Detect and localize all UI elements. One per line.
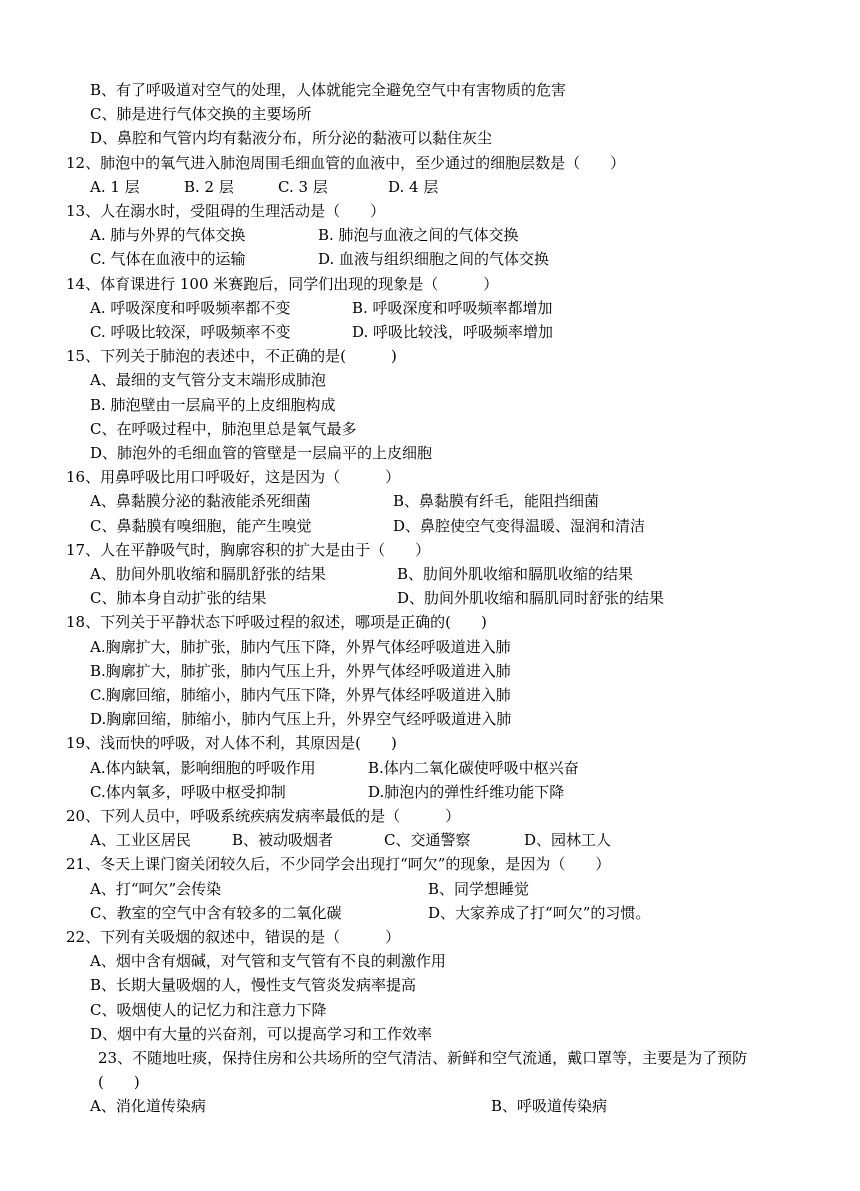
question-stem: 20、下列人员中，呼吸系统疾病发病率最低的是（ ）	[66, 807, 461, 825]
option-text: B.体内二氧化碳使呼吸中枢兴奋	[368, 758, 579, 777]
option-text: A、肋间外肌收缩和膈肌舒张的结果	[90, 565, 326, 583]
text-line: A.胸廓扩大，肺扩张，肺内气压下降，外界气体经呼吸道进入肺	[90, 637, 511, 656]
option-text: D.肺泡内的弹性纤维功能下降	[368, 782, 565, 801]
question-stem: 18、下列关于平静状态下呼吸过程的叙述，哪项是正确的( )	[66, 613, 487, 632]
text-line: A、烟中含有烟碱，对气管和支气管有不良的刺激作用	[90, 952, 446, 971]
question-stem: 22、下列有关吸烟的叙述中，错误的是（ ）	[66, 928, 401, 946]
option-text: B、鼻黏膜有纤毛，能阻挡细菌	[393, 492, 600, 511]
text-line: C、吸烟使人的记忆力和注意力下降	[90, 1000, 327, 1019]
option-text: A、鼻黏膜分泌的黏液能杀死细菌	[90, 492, 311, 511]
text-line: C.胸廓回缩，肺缩小，肺内气压下降，外界气体经呼吸道进入肺	[90, 686, 511, 704]
text-line: A、最细的支气管分支末端形成肺泡	[90, 371, 326, 390]
option-text: B、同学想睡觉	[428, 879, 530, 898]
text-line: C、在呼吸过程中，肺泡里总是氧气最多	[90, 419, 357, 438]
option-text: D、肋间外肌收缩和膈肌同时舒张的结果	[397, 589, 665, 608]
option-text: C. 气体在血液中的运输	[90, 250, 246, 269]
text-line: B. 肺泡壁由一层扁平的上皮细胞构成	[90, 395, 336, 414]
option-text: B. 2 层	[184, 177, 234, 196]
option-text: C、肺本身自动扩张的结果	[90, 589, 267, 608]
question-stem: 21、冬天上课门窗关闭较久后，不少同学会出现打“呵欠”的现象，是因为（ ）	[66, 855, 611, 874]
option-text: C、教室的空气中含有较多的二氧化碳	[90, 903, 342, 922]
option-text: A、打“呵欠”会传染	[90, 879, 222, 898]
option-text: C、鼻黏膜有嗅细胞，能产生嗅觉	[90, 516, 312, 535]
question-stem: 12、肺泡中的氧气进入肺泡周围毛细血管的血液中，至少通过的细胞层数是（ ）	[66, 153, 626, 172]
question-stem: 19、浅而快的呼吸，对人体不利，其原因是( )	[66, 734, 397, 753]
question-stem: 15、下列关于肺泡的表述中，不正确的是( )	[66, 347, 397, 366]
option-text: B、呼吸道传染病	[491, 1097, 608, 1116]
option-text: B、被动吸烟者	[232, 831, 334, 850]
option-text: C. 3 层	[278, 177, 328, 196]
option-text: A、工业区居民	[90, 831, 191, 850]
option-text: B. 肺泡与血液之间的气体交换	[318, 226, 519, 245]
option-text: C. 呼吸比较深，呼吸频率不变	[90, 323, 291, 341]
question-stem: 14、体育课进行 100 米赛跑后，同学们出现的现象是（ ）	[66, 274, 499, 293]
question-stem: 13、人在溺水时，受阻碍的生理活动是（ ）	[66, 202, 386, 220]
text-line: C、肺是进行气体交换的主要场所	[90, 105, 312, 124]
question-stem: 16、用鼻呼吸比用口呼吸好，这是因为（ ）	[66, 468, 401, 487]
option-text: D、大家养成了打“呵欠”的习惯。	[428, 903, 651, 922]
question-stem: 23、不随地吐痰，保持住房和公共场所的空气清洁、新鲜和空气流通，戴口罩等，主要是为了预防	[98, 1049, 748, 1067]
option-text: C.体内氧多，呼吸中枢受抑制	[90, 782, 286, 801]
option-text: B. 呼吸深度和呼吸频率都增加	[352, 298, 553, 317]
text-line: B.胸廓扩大，肺扩张，肺内气压上升，外界气体经呼吸道进入肺	[90, 661, 511, 680]
option-text: D、鼻腔使空气变得温暖、湿润和清洁	[393, 516, 646, 535]
text-line: ( )	[98, 1073, 140, 1092]
text-line: D.胸廓回缩，肺缩小，肺内气压上升，外界空气经呼吸道进入肺	[90, 710, 512, 729]
option-text: A. 1 层	[90, 177, 140, 196]
question-stem: 17、人在平静吸气时，胸廓容积的扩大是由于（ ）	[66, 540, 431, 559]
text-line: B、长期大量吸烟的人，慢性支气管炎发病率提高	[90, 976, 417, 995]
option-text: D、园林工人	[524, 831, 612, 850]
text-line: B、有了呼吸道对空气的处理，人体就能完全避免空气中有害物质的危害	[90, 81, 567, 99]
text-line: D、鼻腔和气管内均有黏液分布，所分泌的黏液可以黏住灰尘	[90, 129, 493, 148]
option-text: A. 肺与外界的气体交换	[90, 226, 246, 245]
option-text: D. 呼吸比较浅，呼吸频率增加	[352, 323, 554, 341]
text-line: D、肺泡外的毛细血管的管壁是一层扁平的上皮细胞	[90, 444, 433, 462]
option-text: B、肋间外肌收缩和膈肌收缩的结果	[397, 565, 634, 583]
option-text: C、交通警察	[384, 831, 471, 850]
option-text: A.体内缺氧，影响细胞的呼吸作用	[90, 758, 316, 777]
option-text: D. 血液与组织细胞之间的气体交换	[318, 250, 550, 269]
option-text: A、消化道传染病	[90, 1097, 206, 1116]
option-text: D. 4 层	[388, 177, 439, 196]
text-line: D、烟中有大量的兴奋剂，可以提高学习和工作效率	[90, 1024, 433, 1043]
option-text: A. 呼吸深度和呼吸频率都不变	[90, 298, 291, 317]
